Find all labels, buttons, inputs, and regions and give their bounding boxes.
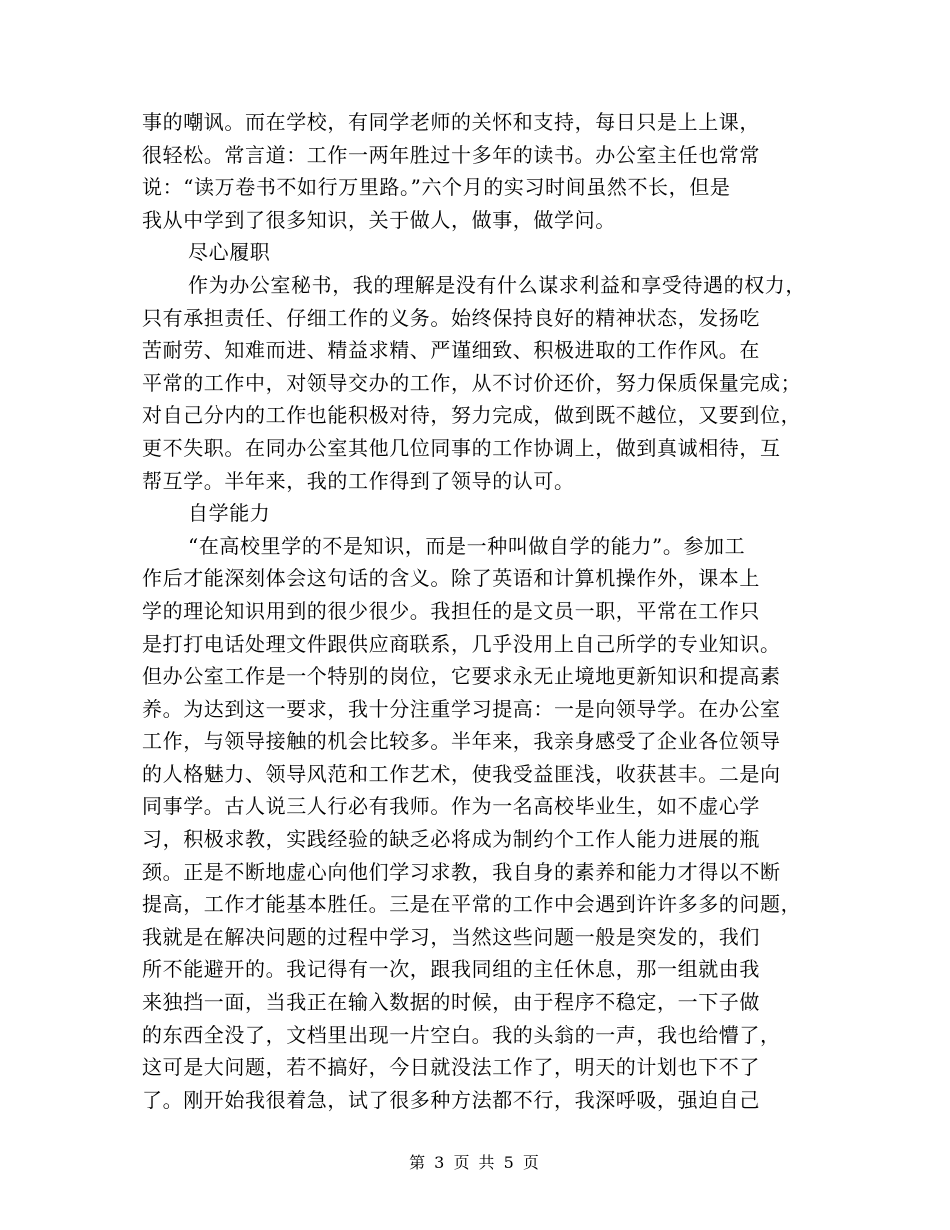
text-line: 这可是大问题，若不搞好，今日就没法工作了，明天的计划也下不了 <box>142 1055 760 1080</box>
text-line: 我就是在解决问题的过程中学习，当然这些问题一般是突发的，我们 <box>142 924 760 949</box>
paragraph-first-line: 作为办公室秘书，我的理解是没有什么谋求利益和享受待遇的权力， <box>188 272 806 297</box>
text-line: 作后才能深刻体会这句话的含义。除了英语和计算机操作外，课本上 <box>142 566 760 591</box>
text-line: 但办公室工作是一个特别的岗位，它要求永无止境地更新知识和提高素 <box>142 664 781 689</box>
text-line: 事的嘲讽。而在学校，有同学老师的关怀和支持，每日只是上上课， <box>142 110 760 134</box>
text-line: 平常的工作中，对领导交办的工作，从不讨价还价，努力保质保量完成； <box>142 370 802 395</box>
paragraph-first-line: “在高校里学的不是知识，而是一种叫做自学的能力”。参加工 <box>188 533 746 558</box>
text-line: 来独挡一面，当我正在输入数据的时候，由于程序不稳定，一下子做 <box>142 990 760 1015</box>
text-line: 苦耐劳、知难而进、精益求精、严谨细致、积极进取的工作作风。在 <box>142 338 760 363</box>
text-line: 我从中学到了很多知识，关于做人，做事，做学问。 <box>142 207 616 232</box>
text-line: 同事学。古人说三人行必有我师。作为一名高校毕业生，如不虚心学 <box>142 794 760 819</box>
text-line: 只有承担责任、仔细工作的义务。始终保持良好的精神状态，发扬吃 <box>142 305 760 330</box>
text-line: 对自己分内的工作也能积极对待，努力完成，做到既不越位，又要到位， <box>142 403 802 428</box>
text-line: 的东西全没了，文档里出现一片空白。我的头翁的一声，我也给懵了， <box>142 1022 781 1047</box>
document-body <box>142 106 822 1116</box>
section-heading: 自学能力 <box>188 501 271 526</box>
text-line: 是打打电话处理文件跟供应商联系，几乎没用上自己所学的专业知识。 <box>142 631 781 656</box>
text-line: 颈。正是不断地虚心向他们学习求教，我自身的素养和能力才得以不断 <box>142 859 781 884</box>
section-heading: 尽心履职 <box>188 240 271 265</box>
text-line: 提高，工作才能基本胜任。三是在平常的工作中会遇到许许多多的问题， <box>142 892 802 917</box>
text-line: 的人格魅力、领导风范和工作艺术，使我受益匪浅，收获甚丰。二是向 <box>142 761 781 786</box>
text-line: 说：“读万卷书不如行万里路。”六个月的实习时间虽然不长，但是 <box>142 175 731 200</box>
text-line: 所不能避开的。我记得有一次，跟我同组的主任休息，那一组就由我 <box>142 957 760 982</box>
text-line: 养。为达到这一要求，我十分注重学习提高：一是向领导学。在办公室 <box>142 696 781 721</box>
text-line: 工作，与领导接触的机会比较多。半年来，我亲身感受了企业各位领导 <box>142 729 781 754</box>
text-line: 习，积极求教，实践经验的缺乏必将成为制约个工作人能力进展的瓶 <box>142 827 760 852</box>
text-line: 更不失职。在同办公室其他几位同事的工作协调上，做到真诚相待，互 <box>142 435 781 460</box>
text-line: 帮互学。半年来，我的工作得到了领导的认可。 <box>142 468 575 493</box>
page-number-footer: 第 3 页 共 5 页 <box>409 1153 541 1172</box>
text-line: 很轻松。常言道：工作一两年胜过十多年的读书。办公室主任也常常 <box>142 142 760 167</box>
text-line: 学的理论知识用到的很少很少。我担任的是文员一职，平常在工作只 <box>142 598 760 623</box>
text-line: 了。刚开始我很着急，试了很多种方法都不行，我深呼吸，强迫自己 <box>142 1087 760 1112</box>
